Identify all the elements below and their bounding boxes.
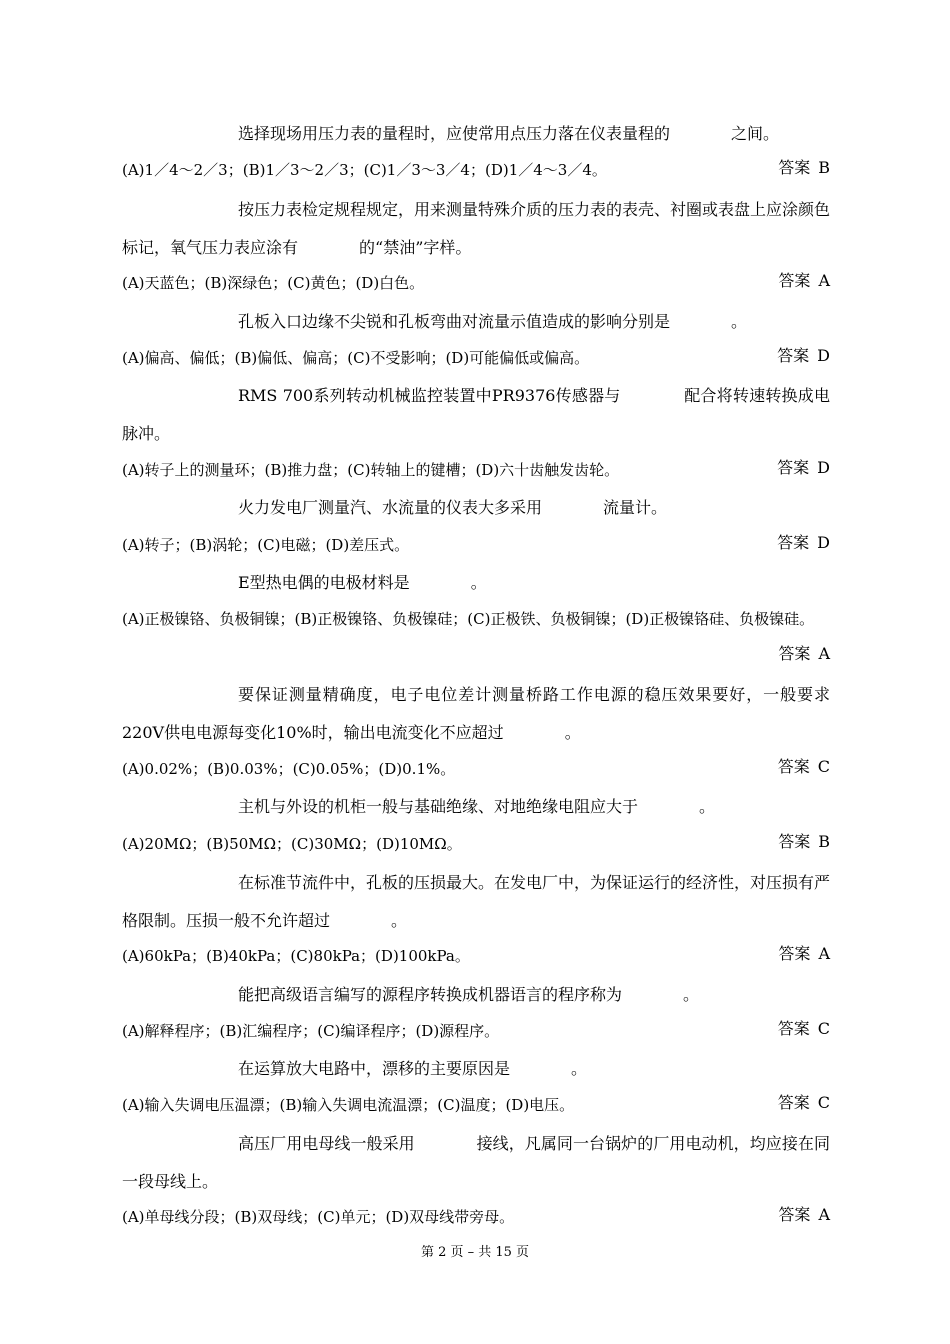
answer [777, 524, 830, 562]
answer [778, 823, 830, 861]
page-footer: 第 2 页 – 共 15 页 [420, 1245, 530, 1260]
answer-label: 答案 [778, 271, 811, 290]
answer-value: A [818, 1205, 830, 1224]
answer-label: 答案 [777, 1093, 810, 1112]
question-options: (A)转子上的测量环；(B)推力盘；(C)转轴上的键槽；(D)六十齿触发齿轮。 [122, 461, 620, 479]
question-text: 能把高级语言编写的源程序转换成机器语言的程序称为 。 [238, 985, 700, 1004]
option-row [122, 1087, 830, 1125]
answer-label: 答案 [778, 944, 811, 963]
answer-value: B [818, 832, 830, 851]
answer-value: D [817, 458, 830, 477]
question-options: (A)转子；(B)涡轮；(C)电磁；(D)差压式。 [122, 536, 410, 554]
question-text: 火力发电厂测量汽、水流量的仪表大多采用 流量计。 [238, 498, 668, 517]
question-options: (A)1／4～2／3；(B)1／3～2／3；(C)1／3～3／4；(D)1／4～3／4。 [122, 161, 607, 179]
answer-label: 答案 [777, 346, 810, 365]
answer-label: 答案 [778, 644, 811, 663]
question-options: (A)60kPa；(B)40kPa；(C)80kPa；(D)100kPa。 [122, 947, 470, 965]
answer [777, 337, 830, 375]
answer-label: 答案 [778, 158, 811, 177]
option-row [122, 938, 830, 976]
answer-label: 答案 [778, 1205, 811, 1224]
answer [778, 1196, 830, 1234]
question-text: 孔板入口边缘不尖锐和孔板弯曲对流量示值造成的影响分别是 。 [238, 312, 748, 331]
answer-value: C [817, 1019, 830, 1038]
option-row [122, 601, 830, 676]
question-options: (A)解释程序；(B)汇编程序；(C)编译程序；(D)源程序。 [122, 1022, 500, 1040]
answer-label: 答案 [777, 458, 810, 477]
question-text: 主机与外设的机柜一般与基础绝缘、对地绝缘电阻应大于 。 [238, 797, 716, 816]
answer-value: A [818, 644, 830, 663]
answer-label: 答案 [777, 757, 810, 776]
question-options: (A)输入失调电压温漂；(B)输入失调电流温漂；(C)温度；(D)电压。 [122, 1096, 575, 1114]
option-row [122, 340, 830, 378]
question-text: 高压厂用电母线一般采用 接线，凡属同一台锅炉的厂用电动机，均应接在同一段母线上。 [122, 1134, 830, 1191]
option-row [122, 1199, 830, 1237]
option-row [122, 527, 830, 565]
answer-value: C [817, 757, 830, 776]
answer [778, 149, 830, 187]
option-row [122, 751, 830, 789]
answer [777, 449, 830, 487]
question-options: (A)偏高、偏低；(B)偏低、偏高；(C)不受影响；(D)可能偏低或偏高。 [122, 349, 590, 367]
answer-value: C [817, 1093, 830, 1112]
answer [778, 635, 830, 673]
option-row [122, 152, 830, 190]
question-text: 按压力表检定规程规定，用来测量特殊介质的压力表的表壳、衬圈或表盘上应涂颜色标记，氧气压力表应涂有 的“禁油”字样。 [122, 200, 831, 257]
question-text: 在运算放大电路中，漂移的主要原因是 。 [238, 1059, 588, 1078]
answer-value: A [818, 944, 830, 963]
option-row [122, 452, 830, 490]
option-row [122, 1013, 830, 1051]
option-row [122, 265, 830, 303]
question-options: (A)单母线分段；(B)双母线；(C)单元；(D)双母线带旁母。 [122, 1208, 515, 1226]
question-text: RMS 700系列转动机械监控装置中PR9376传感器与 配合将转速转换成电脉冲。 [122, 386, 830, 443]
question-text: 在标准节流件中，孔板的压损最大。在发电厂中，为保证运行的经济性，对压损有严格限制。压损一般不允许超过 。 [122, 873, 831, 930]
question-options: (A)正极镍铬、负极铜镍；(B)正极镍铬、负极镍硅；(C)正极铁、负极铜镍；(D)正极镍铬硅、负极镍硅。 [122, 610, 815, 628]
answer [778, 1010, 830, 1048]
answer-label: 答案 [778, 832, 811, 851]
answer [778, 1084, 830, 1122]
answer-value: D [817, 346, 830, 365]
question-options: (A)20MΩ；(B)50MΩ；(C)30MΩ；(D)10MΩ。 [122, 835, 462, 853]
answer-label: 答案 [777, 1019, 810, 1038]
option-row [122, 826, 830, 864]
question-options: (A)0.02%；(B)0.03%；(C)0.05%；(D)0.1%。 [122, 760, 456, 778]
answer [778, 748, 830, 786]
question-text: 要保证测量精确度，电子电位差计测量桥路工作电源的稳压效果要好，一般要求220V供电电源每变化10%时，输出电流变化不应超过 。 [122, 685, 830, 742]
answer-value: A [818, 271, 830, 290]
question-text: 选择现场用压力表的量程时，应使常用点压力落在仪表量程的 之间。 [238, 124, 780, 143]
question-options: (A)天蓝色；(B)深绿色；(C)黄色；(D)白色。 [122, 274, 425, 292]
answer [778, 935, 830, 973]
answer-value: D [817, 533, 830, 552]
answer-value: B [818, 158, 830, 177]
answer-label: 答案 [777, 533, 810, 552]
answer [778, 262, 830, 300]
question-text: E型热电偶的电极材料是 。 [238, 573, 487, 592]
